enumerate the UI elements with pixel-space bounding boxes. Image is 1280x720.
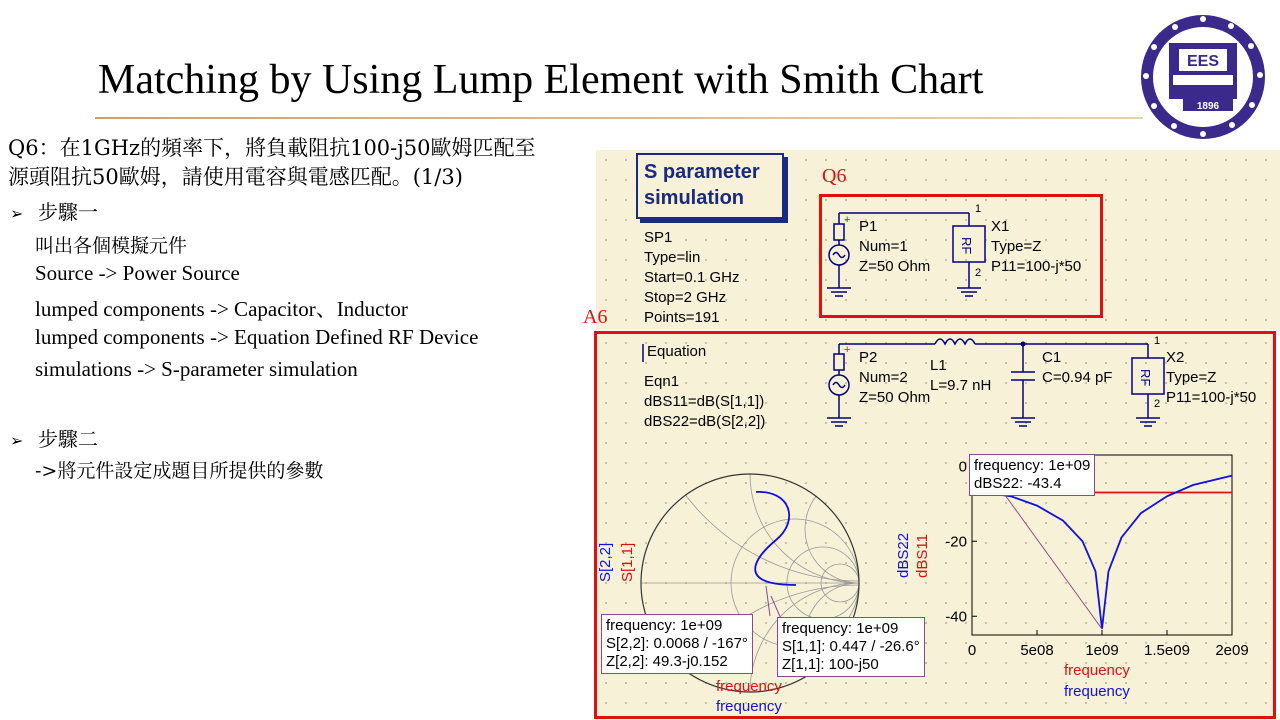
sim-title-line: simulation — [644, 187, 745, 209]
marker-line: frequency: 1e+09 — [974, 457, 1091, 474]
marker-line: frequency: 1e+09 — [782, 620, 899, 637]
x2-prop: P11=100-j*50 — [1166, 389, 1257, 406]
l1-prop: L1 — [930, 357, 947, 374]
marker-line: Z[2,2]: 49.3-j0.152 — [606, 653, 728, 670]
step1-item: lumped components -> Capacitor、Inductor — [35, 297, 408, 321]
eqn-prop: Eqn1 — [644, 373, 680, 390]
smith-xlabel-red: frequency — [716, 678, 782, 695]
l1-prop: L=9.7 nH — [930, 377, 992, 394]
x2-rf-label: RF — [1138, 369, 1153, 387]
x2-prop: Type=Z — [1166, 369, 1217, 386]
p1-prop: Num=1 — [859, 238, 908, 255]
svg-text:+: + — [844, 214, 851, 226]
chart-xlabel-blue: frequency — [1064, 683, 1130, 700]
marker-line: dBS22: -43.4 — [974, 475, 1062, 492]
x1-prop: P11=100-j*50 — [991, 258, 1082, 275]
chart-ylabel-dbs22: dBS22 — [895, 532, 912, 578]
sim-title-line: S parameter — [644, 161, 760, 183]
eqn-prop: dBS11=dB(S[1,1]) — [644, 393, 765, 410]
equation-title[interactable]: Equation — [647, 343, 707, 360]
step1-item: 叫出各個模擬元件 — [35, 235, 188, 257]
chart-ylabel-dbs11: dBS11 — [914, 534, 931, 578]
step1-title: 步驟一 — [38, 200, 98, 224]
x1-prop: X1 — [991, 218, 1010, 235]
step1-item: Source -> Power Source — [35, 261, 240, 285]
svg-text:+: + — [844, 344, 851, 356]
slide-title: Matching by Using Lump Element with Smith Chart — [98, 57, 984, 103]
sp1-prop: Stop=2 GHz — [644, 289, 727, 306]
smith-ylabel-s11: S[1,1] — [619, 542, 636, 582]
x-tick-label: 0 — [967, 642, 977, 659]
chart-marker-dbs22[interactable] — [969, 454, 1095, 496]
step1-item: simulations -> S-parameter simulation — [35, 357, 358, 381]
x1-pin1: 1 — [975, 203, 982, 215]
x1-prop: Type=Z — [991, 238, 1042, 255]
x2-prop: X2 — [1166, 349, 1185, 366]
p2-prop: Num=2 — [859, 369, 908, 386]
c1-prop: C1 — [1042, 349, 1062, 366]
a6-label: A6 — [583, 306, 608, 328]
x1-rf-label: RF — [959, 237, 974, 255]
y-tick-label: -40 — [945, 608, 967, 626]
sp1-prop: Type=lin — [644, 249, 701, 266]
sp1-prop: Start=0.1 GHz — [644, 269, 740, 286]
marker-line: S[1,1]: 0.447 / -26.6° — [782, 638, 920, 655]
eqn-prop: dBS22=dB(S[2,2]) — [644, 413, 766, 430]
svg-text:EES: EES — [1186, 53, 1220, 70]
p2-prop: P2 — [859, 349, 878, 366]
x-tick-label: 5e08 — [1020, 642, 1054, 659]
x-tick-label: 2e09 — [1215, 642, 1249, 659]
q6-label: Q6 — [822, 165, 847, 187]
step2-item: ->將元件設定成題目所提供的參數 — [35, 460, 324, 482]
question-line-2: 源頭阻抗50歐姆，請使用電容與電感匹配。(1/3) — [8, 165, 463, 189]
x-tick-label: 1e09 — [1085, 642, 1119, 659]
x1-pin2: 2 — [975, 267, 982, 279]
smith-xlabel-blue: frequency — [716, 698, 782, 715]
smith-ylabel-s22: S[2,2] — [597, 542, 614, 582]
bullet-arrow-icon: ➢ — [10, 204, 24, 223]
p1-prop: P1 — [859, 218, 878, 235]
sp1-prop: Points=191 — [644, 309, 720, 326]
y-tick-label: -20 — [945, 533, 967, 551]
question-line-1: Q6：在1GHz的頻率下，將負載阻抗100-j50歐姆匹配至 — [8, 136, 536, 160]
marker-line: Z[1,1]: 100-j50 — [782, 656, 879, 673]
p1-prop: Z=50 Ohm — [859, 258, 931, 275]
step2-title: 步驟二 — [38, 427, 98, 451]
marker-line: S[2,2]: 0.0068 / -167° — [606, 635, 748, 652]
step1-item: lumped components -> Equation Defined RF Device — [35, 325, 479, 349]
p2-prop: Z=50 Ohm — [859, 389, 931, 406]
c1-prop: C=0.94 pF — [1042, 369, 1113, 386]
x2-pin2: 2 — [1154, 398, 1161, 410]
x-tick-label: 1.5e09 — [1144, 642, 1190, 659]
marker-line: frequency: 1e+09 — [606, 617, 723, 634]
chart-xlabel-red: frequency — [1064, 662, 1130, 679]
logo-year: 1896 — [1196, 101, 1220, 112]
x2-pin1: 1 — [1154, 335, 1161, 347]
bullet-arrow-icon: ➢ — [10, 431, 24, 450]
sp1-prop: SP1 — [644, 229, 673, 246]
y-tick-label: 0 — [958, 458, 967, 476]
series-dbs22 — [985, 476, 1232, 629]
